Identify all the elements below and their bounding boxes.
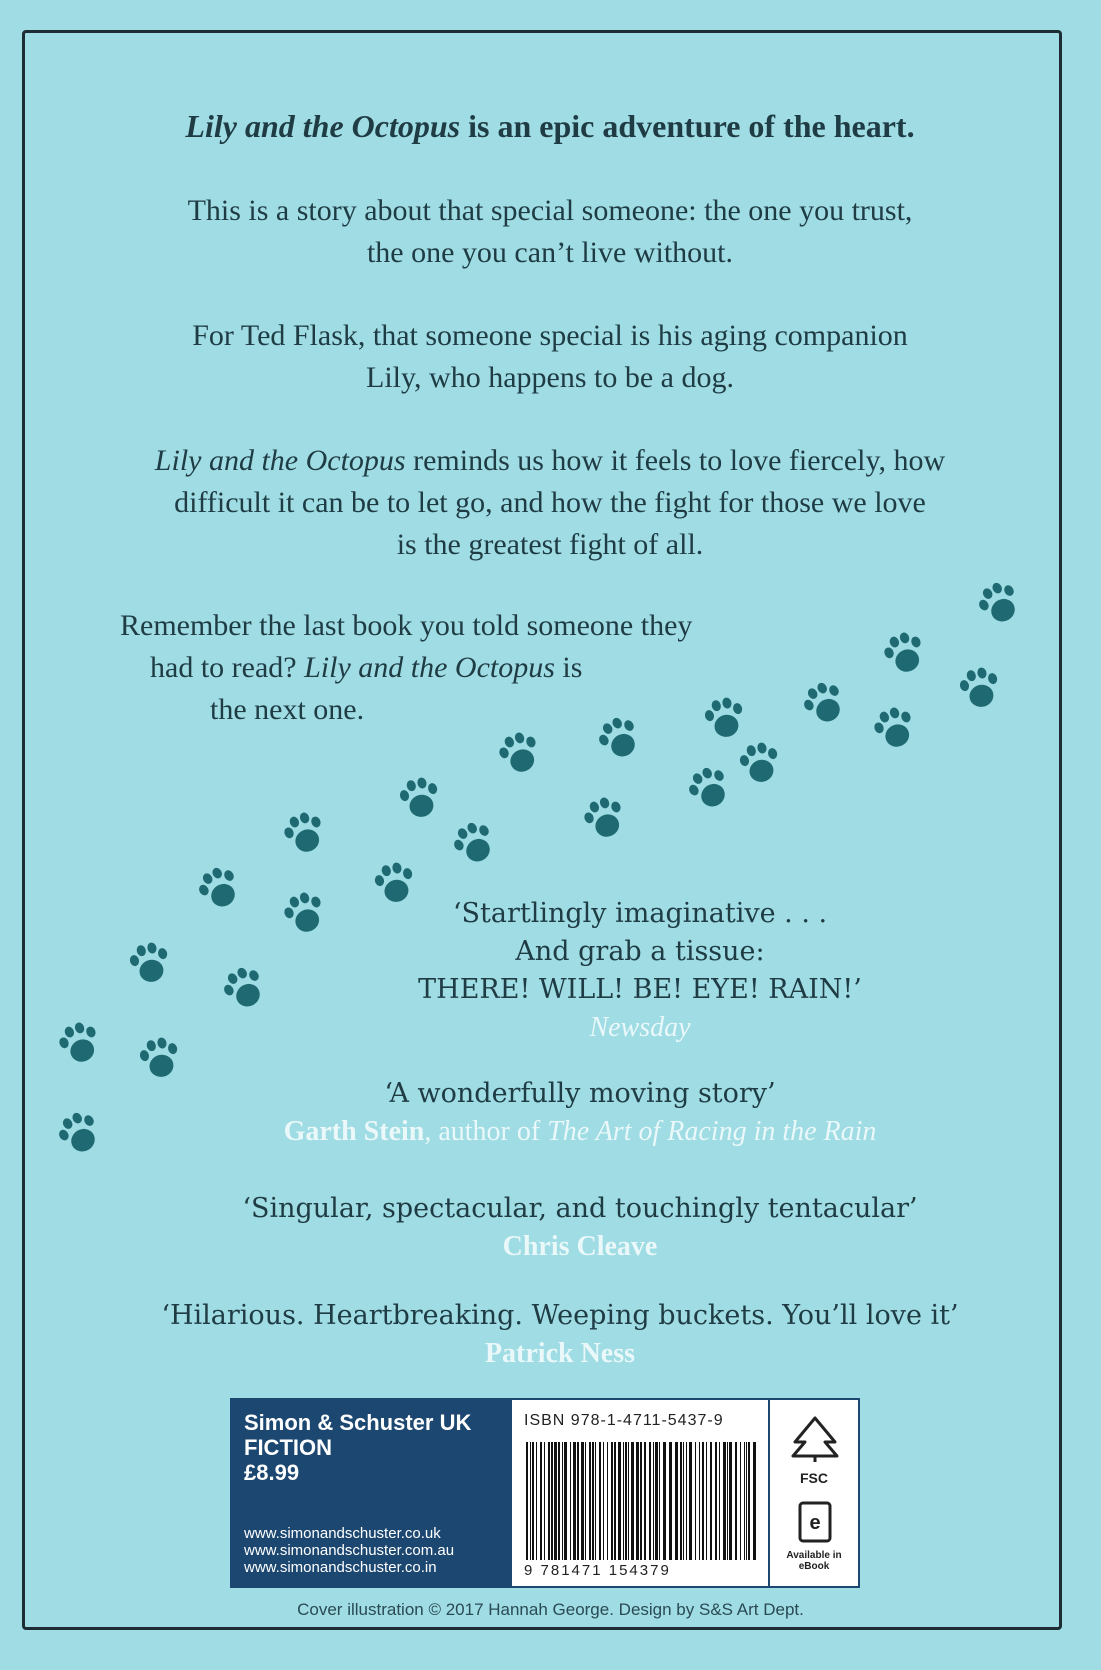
barcode-icon: [524, 1442, 760, 1560]
price-box: [230, 1398, 510, 1588]
headline-title: Lily and the Octopus: [185, 108, 461, 144]
quote-garth-stein: [200, 1075, 960, 1151]
quote-chris-cleave: [200, 1190, 960, 1266]
quote-garth-line1: ‘A wonderfully moving story’: [384, 1078, 776, 1109]
remember-line2: [120, 647, 692, 689]
remember-line3: the next one.: [210, 693, 365, 726]
blurb-p1-line1: This is a story about that special someone: the one you trust,: [187, 194, 913, 227]
fsc-ebook-box: [770, 1398, 860, 1588]
quote-garth-suffix: , author of: [424, 1116, 548, 1147]
quote-patrick-ness: [160, 1297, 960, 1373]
quote-ness-source: Patrick Ness: [484, 1338, 636, 1369]
cover-credit: Cover illustration © 2017 Hannah George. Design by S&S Art Dept.: [297, 1600, 804, 1619]
ebook-label-line1: Available in: [786, 1550, 842, 1561]
blurb-paragraph-2: [60, 315, 1040, 399]
remember-paragraph: [120, 605, 692, 731]
blurb-p3-line3: is the greatest fight of all.: [396, 528, 704, 561]
blurb-p3-line2: difficult it can be to let go, and how the fight for those we love: [174, 486, 926, 519]
quote-newsday-source: Newsday: [589, 1012, 691, 1043]
blurb-paragraph-1: [60, 190, 1040, 274]
remember-line2-end: is: [554, 651, 583, 684]
headline-rest: is an epic adventure of the heart.: [460, 108, 915, 144]
quote-garth-source: Garth Stein: [283, 1116, 425, 1147]
quote-garth-work: The Art of Racing in the Rain: [547, 1116, 877, 1147]
blurb-p2-line2: Lily, who happens to be a dog.: [366, 361, 734, 394]
ebook-icon: [797, 1500, 833, 1544]
category-label: FICTION: [244, 1435, 332, 1460]
remember-line2-start: had to read?: [150, 651, 305, 684]
blurb-p1-line2: the one you can’t live without.: [366, 236, 734, 269]
headline: [60, 105, 1040, 147]
url-au: www.simonandschuster.com.au: [244, 1542, 455, 1559]
price-label: £8.99: [244, 1460, 300, 1485]
fsc-tree-icon: [785, 1414, 845, 1464]
blurb-p3-line1-rest: reminds us how it feels to love fiercely, how: [405, 444, 946, 477]
remember-line2-title: Lily and the Octopus: [304, 651, 555, 684]
ebook-label: [770, 1550, 858, 1572]
quote-ness-line1: ‘Hilarious. Heartbreaking. Weeping buckets. You’ll love it’: [161, 1300, 959, 1331]
blurb-paragraph-3: [60, 440, 1040, 566]
url-in: www.simonandschuster.co.in: [244, 1559, 437, 1576]
barcode-digits: 9 781471 154379: [524, 1562, 671, 1579]
barcode-box: [510, 1398, 770, 1588]
quote-cleave-source: Chris Cleave: [502, 1231, 658, 1262]
quote-newsday-line2: And grab a tissue:: [515, 936, 765, 967]
fsc-label: FSC: [800, 1470, 828, 1486]
quote-newsday: [340, 895, 940, 1047]
remember-line1: Remember the last book you told someone they: [120, 609, 693, 642]
publisher-urls: [244, 1525, 454, 1576]
quote-newsday-line3: THERE! WILL! BE! EYE! RAIN!’: [418, 974, 862, 1005]
quote-newsday-line1: ‘Startlingly imaginative . . .: [452, 898, 828, 929]
svg-text:e: e: [809, 1512, 821, 1534]
blurb-p3-line1: [60, 440, 1040, 482]
blurb-p2-line1: For Ted Flask, that someone special is his aging companion: [192, 319, 908, 352]
blurb-p3-title: Lily and the Octopus: [154, 444, 406, 477]
publisher-name: Simon & Schuster UK: [244, 1410, 472, 1435]
ebook-label-line2: eBook: [798, 1561, 830, 1572]
url-uk: www.simonandschuster.co.uk: [244, 1525, 441, 1542]
isbn-label: ISBN 978-1-4711-5437-9: [524, 1412, 724, 1429]
quote-cleave-line1: ‘Singular, spectacular, and touchingly tentacular’: [242, 1193, 918, 1224]
